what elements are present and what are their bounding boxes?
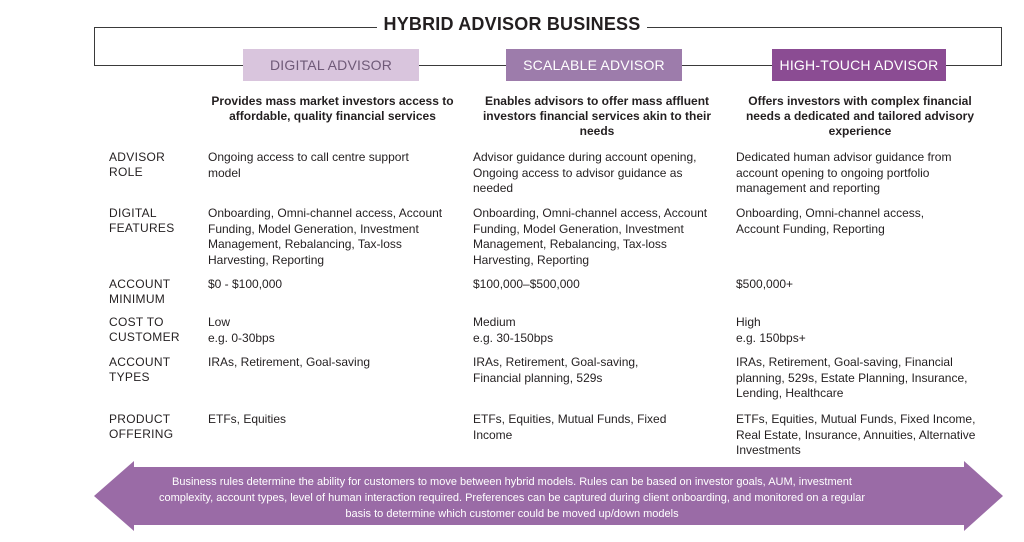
column-header-scalable-advisor: SCALABLE ADVISOR [506, 49, 682, 81]
column-header-digital-advisor: DIGITAL ADVISOR [243, 49, 419, 81]
cell-account-types-scalable: IRAs, Retirement, Goal-saving, Financial planning, 529s [473, 355, 639, 385]
column-description-high-touch: Offers investors with complex financial needs a dedicated and tailored advisory experience [745, 94, 975, 138]
diagram-title: HYBRID ADVISOR BUSINESS [0, 14, 1024, 35]
row-label-advisor-role: ADVISOR ROLE [109, 150, 166, 179]
cell-digital-features-digital: Onboarding, Omni-channel access, Account Funding, Model Generation, Investment Management, Rebalancing, Tax-loss Harvesting, Reporting [208, 206, 443, 267]
cell-account-minimum-scalable: $100,000–$500,000 [473, 277, 580, 291]
business-rules-text: Business rules determine the ability for customers to move between hybrid models. Rules can be based on investor goals, AUM, investment complexity, account types, level of human interaction required. Preferences can be captured during client onboarding, and monitored on a regular basis to determine which customer could be moved up/down models [158, 476, 866, 520]
row-label-digital-features: DIGITAL FEATURES [109, 206, 175, 235]
cell-advisor-role-high-touch: Dedicated human advisor guidance from account opening to ongoing portfolio management and reporting [736, 150, 952, 195]
cell-cost-scalable: Medium e.g. 30-150bps [473, 315, 554, 345]
row-label-account-minimum: ACCOUNT MINIMUM [109, 277, 171, 306]
row-label-cost-to-customer: COST TO CUSTOMER [109, 315, 180, 344]
cell-account-types-digital: IRAs, Retirement, Goal-saving [208, 355, 371, 369]
cell-account-minimum-digital: $0 - $100,000 [208, 277, 283, 291]
cell-account-minimum-high-touch: $500,000+ [736, 277, 794, 291]
cell-digital-features-scalable: Onboarding, Omni-channel access, Account Funding, Model Generation, Investment Management, Rebalancing, Tax-loss Harvesting, Reporting [473, 206, 708, 267]
column-description-digital: Provides mass market investors access to affordable, quality financial services [211, 94, 454, 123]
cell-product-offering-scalable: ETFs, Equities, Mutual Funds, Fixed Income [473, 412, 667, 442]
cell-product-offering-high-touch: ETFs, Equities, Mutual Funds, Fixed Income, Real Estate, Insurance, Annuities, Alternative Investments [736, 412, 976, 457]
column-description-scalable: Enables advisors to offer mass affluent investors financial services akin to their needs [482, 94, 712, 138]
row-label-account-types: ACCOUNT TYPES [109, 355, 171, 384]
cell-account-types-high-touch: IRAs, Retirement, Goal-saving, Financial planning, 529s, Estate Planning, Insurance, Lending, Healthcare [736, 355, 968, 400]
column-header-high-touch-advisor: HIGH-TOUCH ADVISOR [772, 49, 946, 81]
row-label-product-offering: PRODUCT OFFERING [109, 412, 174, 441]
cell-advisor-role-scalable: Advisor guidance during account opening, Ongoing access to advisor guidance as needed [473, 150, 697, 195]
cell-product-offering-digital: ETFs, Equities [208, 412, 287, 426]
cell-cost-digital: Low e.g. 0-30bps [208, 315, 275, 345]
cell-cost-high-touch: High e.g. 150bps+ [736, 315, 806, 345]
cell-advisor-role-digital: Ongoing access to call centre support model [208, 150, 409, 180]
cell-digital-features-high-touch: Onboarding, Omni-channel access, Account Funding, Reporting [736, 206, 925, 236]
